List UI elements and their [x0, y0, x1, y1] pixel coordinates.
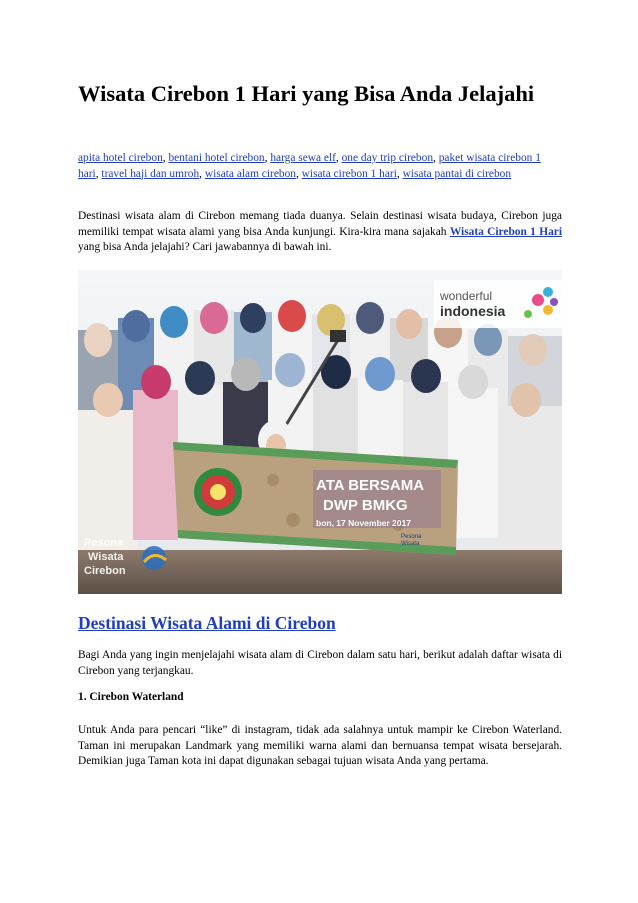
tag-link[interactable]: wisata cirebon 1 hari: [301, 167, 397, 180]
tag-link[interactable]: bentani hotel cirebon: [168, 152, 265, 164]
tag-link[interactable]: travel haji dan umroh: [101, 167, 200, 180]
section-heading-link[interactable]: Destinasi Wisata Alami di Cirebon: [78, 613, 336, 633]
group-photo-illustration: [78, 270, 562, 594]
logo-indonesia: indonesia: [440, 303, 506, 319]
section-paragraph: Bagi Anda yang ingin menjelajahi wisata alam di Cirebon dalam satu hari, berikut adalah daftar wisata di Cirebon yang terjangkau.: [78, 649, 562, 677]
banner-text-3: bon, 17 November 2017: [316, 518, 411, 528]
banner-pesona-1: Pesona: [401, 534, 422, 540]
intro-text-end: yang bisa Anda jelajahi? Cari jawabannya di bawah ini.: [78, 241, 332, 253]
tag-link[interactable]: apita hotel cirebon: [78, 152, 163, 164]
tag-list: apita hotel cirebon, bentani hotel cirebon, harga sewa elf, one day trip cirebon, paket wisata cirebon 1 hari, travel haji dan umroh, wisata alam cirebon, wisata cirebon 1 hari, wisata pantai di cirebon: [78, 152, 541, 180]
intro-text-start: Destinasi wisata alam di Cirebon memang tiada duanya. Selain destinasi wisata budaya, Cirebon juga memiliki tempat wisata alami yang bisa Anda kunjungi. Kira-kira mana sajakah: [78, 210, 562, 238]
wonderful-indonesia-logo: [434, 280, 562, 328]
item-paragraph: Untuk Anda para pencari “like” di instagram, tidak ada salahnya untuk mampir ke Cirebon Waterland. Taman ini merupakan Landmark yang memiliki warna alami dan bernuansa tempat wisata bersejarah. Demikian juga Taman kota ini dapat digunakan sebagai tujuan wisata Anda yang pertama.: [78, 724, 562, 767]
intro-paragraph: [78, 209, 562, 256]
intro-link[interactable]: Wisata Cirebon 1 Hari: [449, 225, 562, 238]
item-heading: 1. Cirebon Waterland: [78, 691, 184, 703]
banner-pesona-2: Wisata: [401, 541, 420, 547]
logo-wonderful: wonderful: [440, 289, 493, 303]
watermark-pesona: Pesona: [84, 537, 124, 549]
group-photo: [78, 270, 562, 594]
watermark-wisata: Wisata: [88, 551, 124, 563]
page-title: Wisata Cirebon 1 Hari yang Bisa Anda Jelajahi: [78, 81, 535, 106]
tag-link[interactable]: wisata alam cirebon: [204, 167, 296, 180]
banner-text-1: ATA BERSAMA: [316, 477, 425, 494]
tag-link[interactable]: wisata pantai di cirebon: [402, 167, 512, 180]
tag-link[interactable]: harga sewa elf: [270, 152, 336, 164]
watermark-cirebon: Cirebon: [84, 565, 126, 577]
tag-link[interactable]: one day trip cirebon: [341, 152, 434, 164]
tag-link[interactable]: paket wisata cirebon 1 hari: [78, 152, 541, 180]
banner-text-2: DWP BMKG: [323, 497, 408, 514]
